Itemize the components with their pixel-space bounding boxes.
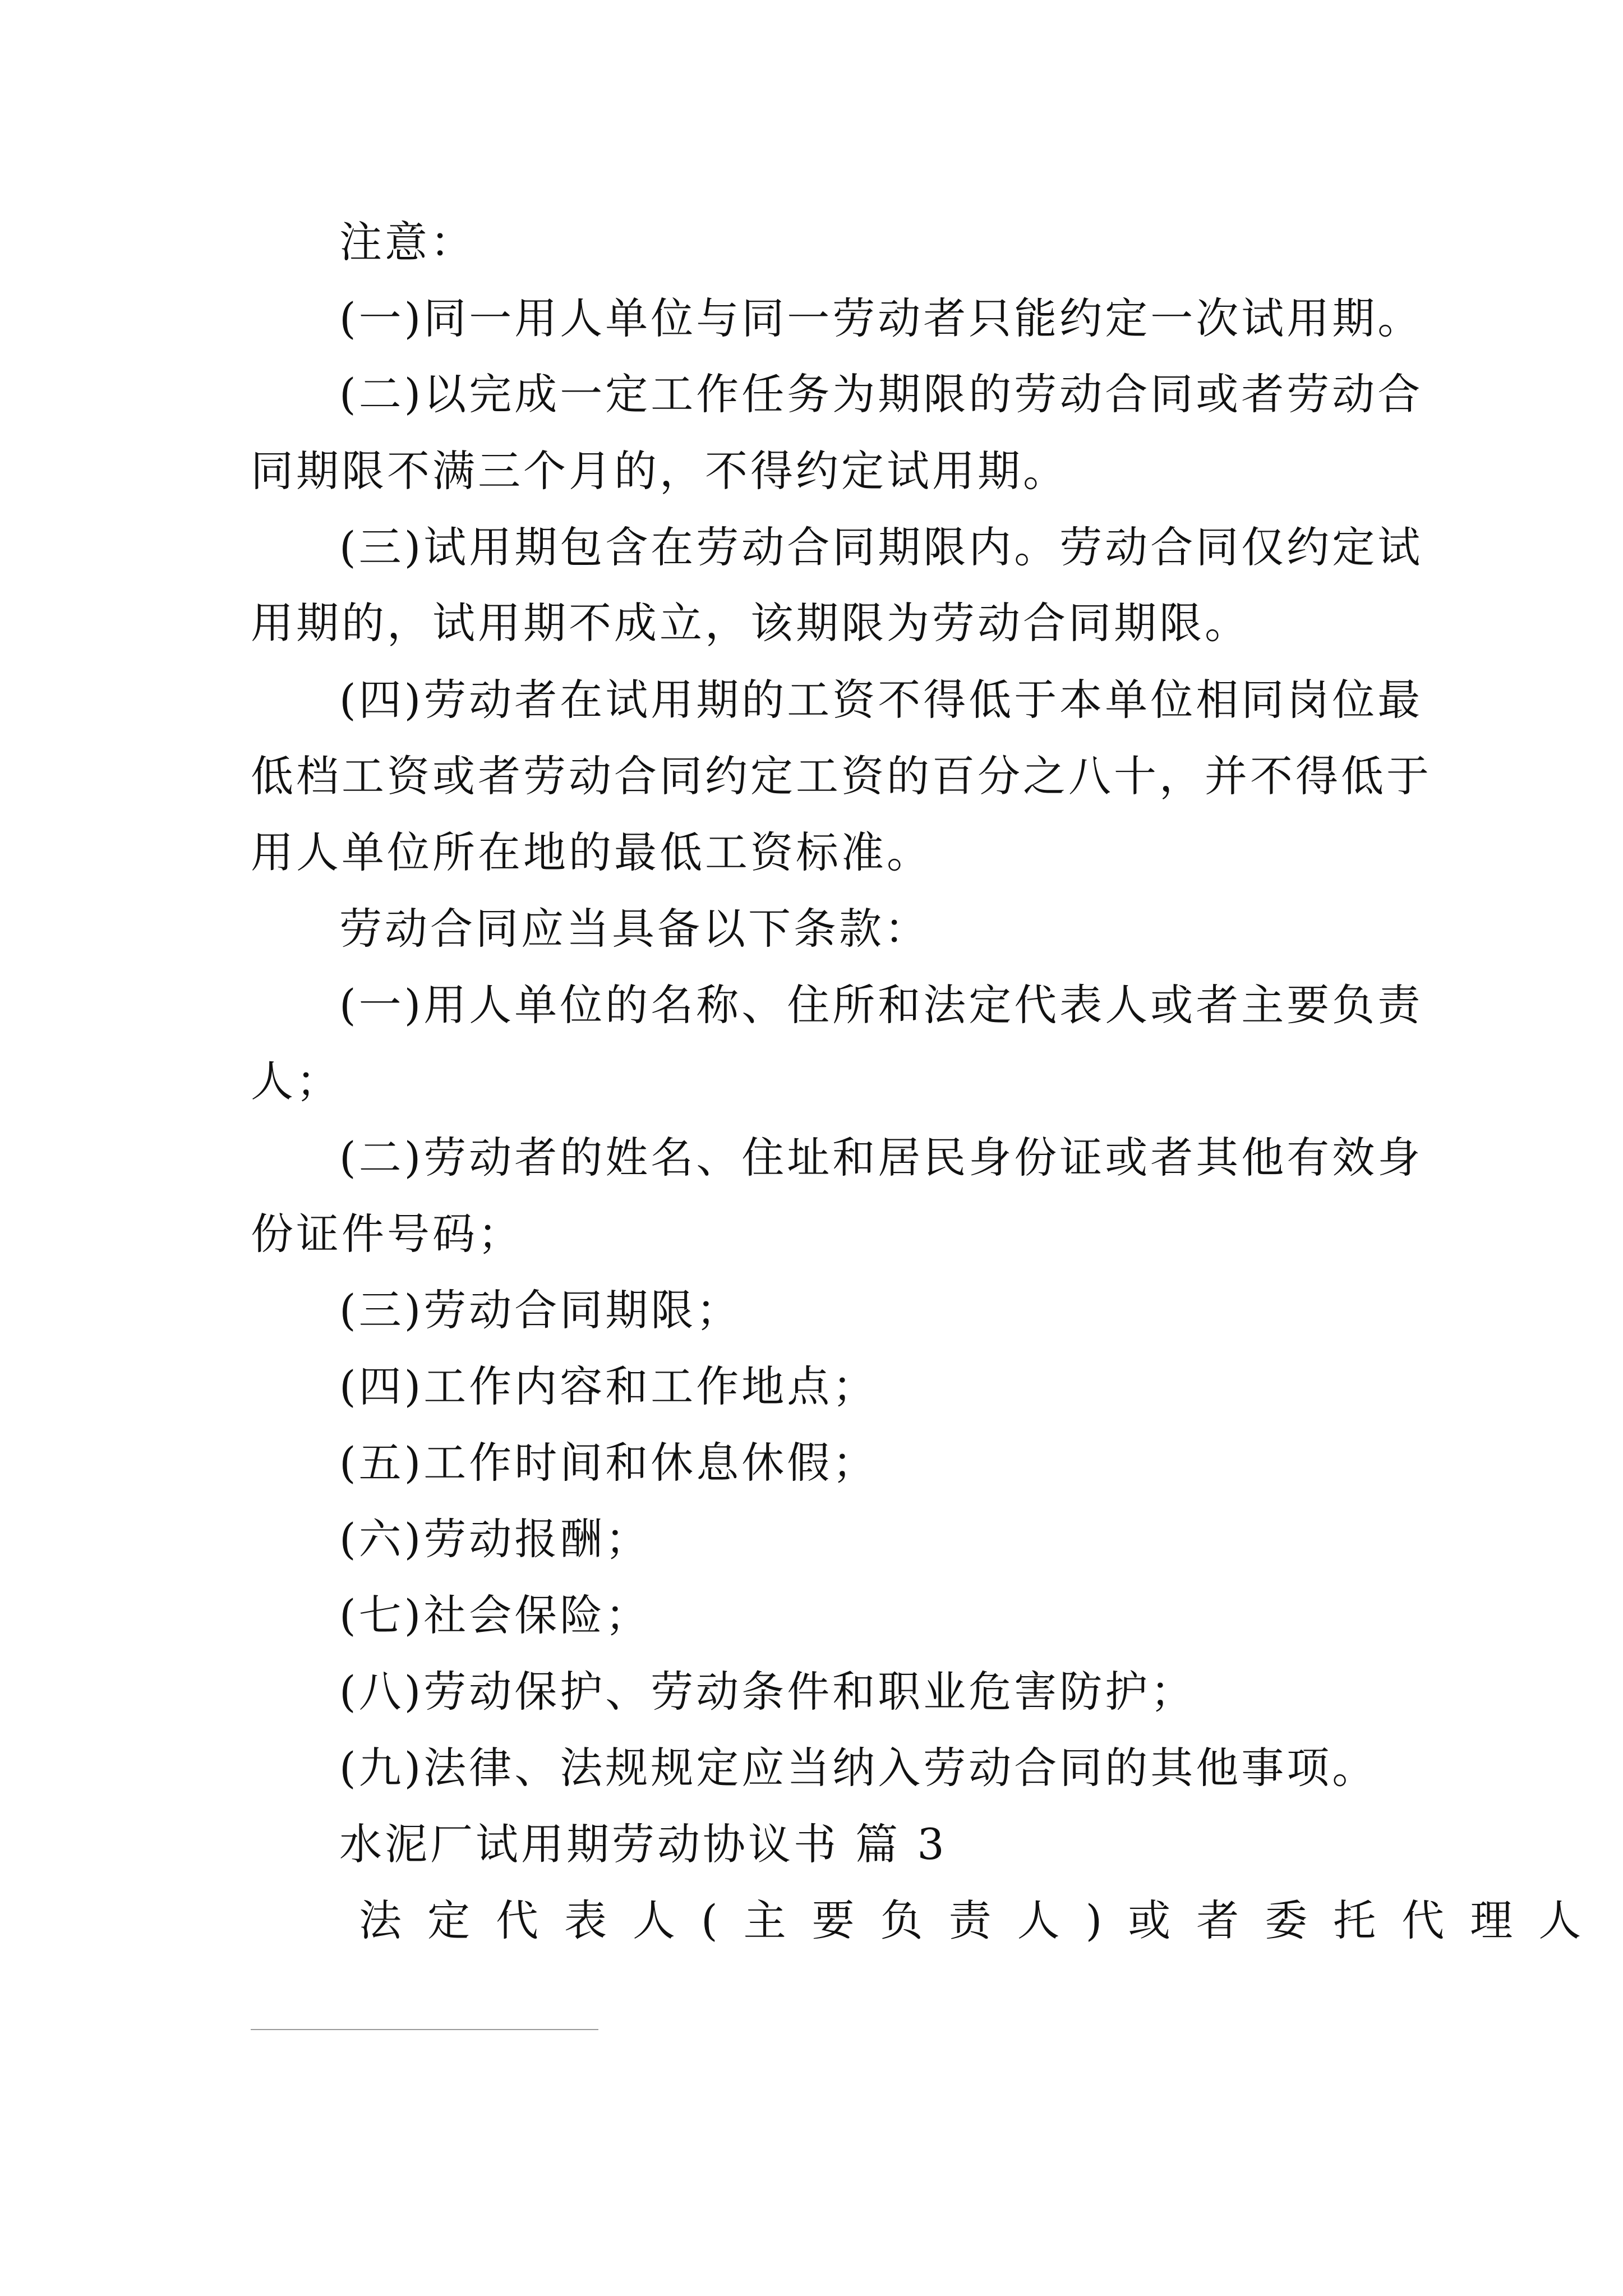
clause-item-1-cont: 人； [251, 1056, 342, 1106]
note-heading: 注意： [339, 217, 476, 267]
clause-item-5: (五)工作时间和休息休假； [339, 1438, 878, 1488]
clause-item-2: (二)劳动者的姓名、住址和居民身份证或者其他有效身 [339, 1133, 1423, 1182]
clause-item-1: (一)用人单位的名称、住所和法定代表人或者主要负责 [339, 980, 1423, 1030]
clause-item-3: (三)劳动合同期限； [339, 1285, 742, 1335]
note-item-4: (四)劳动者在试用期的工资不得低于本单位相同岗位最 [339, 675, 1423, 725]
clause-item-7: (七)社会保险； [339, 1590, 651, 1640]
clause-item-9: (九)法律、法规规定应当纳入劳动合同的其他事项。 [339, 1743, 1378, 1793]
clause-item-8: (八)劳动保护、劳动条件和职业危害防护； [339, 1667, 1196, 1717]
footnote-divider [251, 2029, 598, 2030]
note-item-4-cont-2: 用人单位所在地的最低工资标准。 [251, 827, 932, 877]
note-item-4-cont-1: 低档工资或者劳动合同约定工资的百分之八十，并不得低于 [251, 751, 1432, 801]
note-item-3: (三)试用期包含在劳动合同期限内。劳动合同仅约定试 [339, 522, 1423, 572]
clause-item-6: (六)劳动报酬； [339, 1514, 651, 1564]
clause-item-4: (四)工作内容和工作地点； [339, 1361, 878, 1411]
clauses-heading: 劳动合同应当具备以下条款： [339, 904, 930, 954]
note-item-2: (二)以完成一定工作任务为期限的劳动合同或者劳动合 [339, 369, 1423, 419]
note-item-2-cont: 同期限不满三个月的，不得约定试用期。 [251, 446, 1068, 496]
note-item-3-cont: 用期的，试用期不成立，该期限为劳动合同期限。 [251, 598, 1250, 648]
note-item-1: (一)同一用人单位与同一劳动者只能约定一次试用期。 [339, 293, 1423, 343]
section-title: 水泥厂试用期劳动协议书 篇 3 [339, 1819, 947, 1869]
clause-item-2-cont: 份证件号码； [251, 1209, 523, 1259]
representative-line: 法定代表人(主要负责人)或者委托代理人 [359, 1895, 1607, 1945]
